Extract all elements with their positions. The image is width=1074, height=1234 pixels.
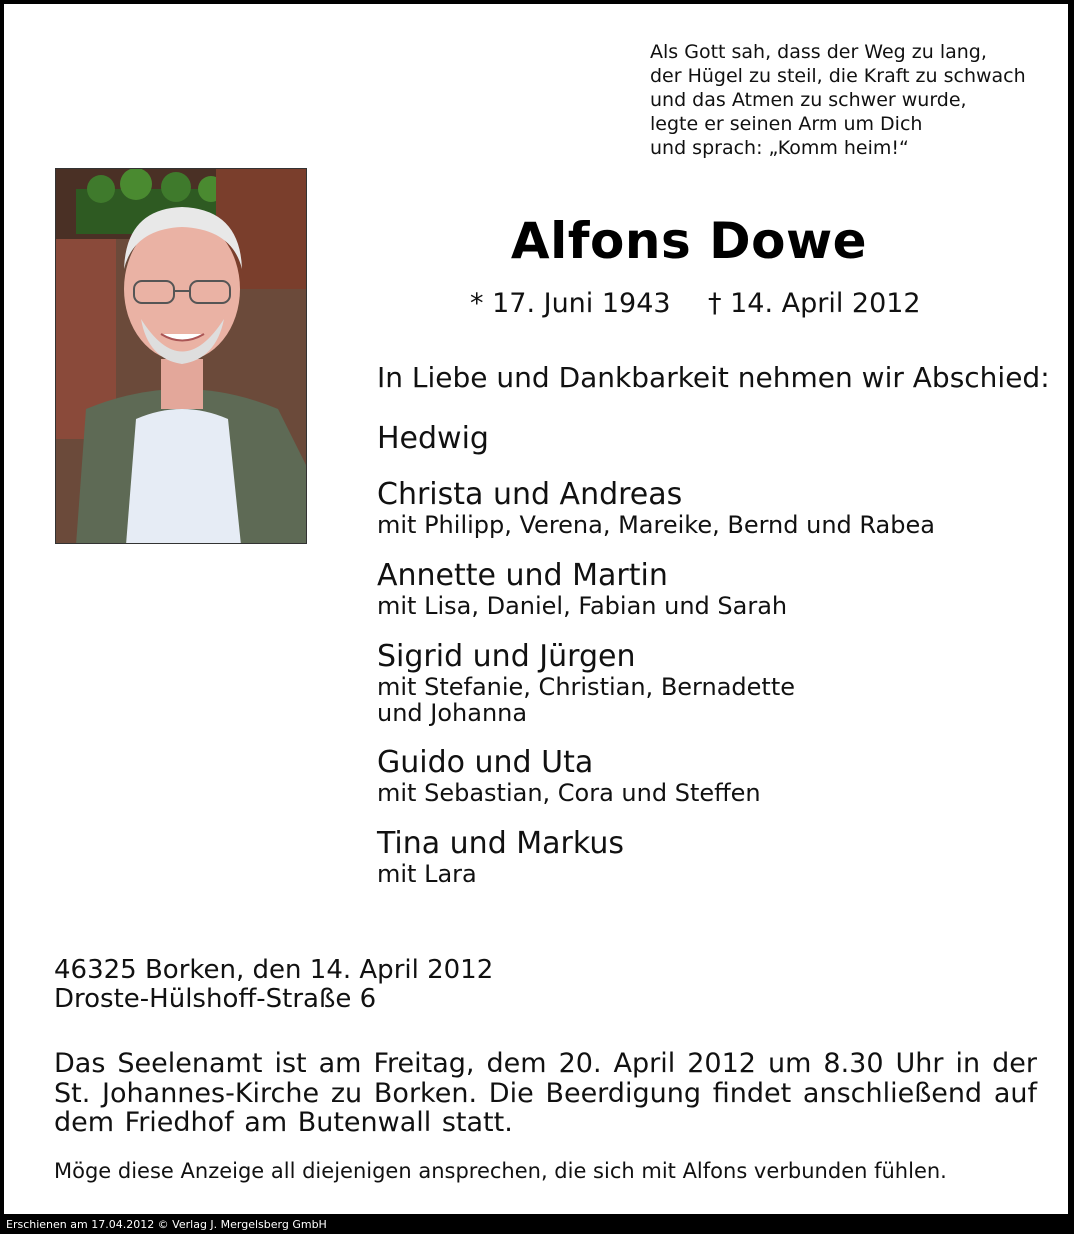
family-entry xyxy=(377,422,1037,456)
portrait-illustration xyxy=(56,169,307,544)
address-block xyxy=(54,956,493,1014)
family-name: Guido und Uta xyxy=(377,745,594,780)
intro-text: In Liebe und Dankbarkeit nehmen wir Abschied: xyxy=(377,361,1050,394)
poem-line: legte er seinen Arm um Dich xyxy=(650,113,923,135)
family-children: und Johanna xyxy=(377,699,528,727)
family-name: Annette und Martin xyxy=(377,558,668,593)
poem xyxy=(650,40,1060,160)
deceased-name: Alfons Dowe xyxy=(510,212,868,270)
poem-line: und sprach: „Komm heim!“ xyxy=(650,137,909,159)
place-date: 46325 Borken, den 14. April 2012 xyxy=(54,955,494,985)
service-info: Das Seelenamt ist am Freitag, dem 20. April 2012 um 8.30 Uhr in der St. Johannes-Kirche zu Borken. Die Beerdigung findet anschließend auf dem Friedhof am Butenwall statt. xyxy=(54,1048,1037,1138)
death-date: † 14. April 2012 xyxy=(708,288,921,319)
closing-note: Möge diese Anzeige all diejenigen ansprechen, die sich mit Alfons verbunden fühlen. xyxy=(54,1159,947,1183)
family-children: mit Sebastian, Cora und Steffen xyxy=(377,779,761,807)
family-entry xyxy=(377,559,1037,619)
poem-line: und das Atmen zu schwer wurde, xyxy=(650,89,967,111)
publisher-footer: Erschienen am 17.04.2012 © Verlag J. Mergelsberg GmbH xyxy=(6,1218,327,1231)
family-entry xyxy=(377,827,1037,887)
family-entry xyxy=(377,478,1037,538)
obituary-sheet xyxy=(4,4,1068,1214)
poem-line: der Hügel zu steil, die Kraft zu schwach xyxy=(650,65,1026,87)
family-name: Tina und Markus xyxy=(377,826,624,861)
family-entry xyxy=(377,640,1037,726)
family-name: Sigrid und Jürgen xyxy=(377,639,636,674)
family-name: Hedwig xyxy=(377,421,489,456)
family-entry xyxy=(377,746,1037,806)
birth-date: * 17. Juni 1943 xyxy=(470,288,671,319)
family-children: mit Philipp, Verena, Mareike, Bernd und Rabea xyxy=(377,511,935,539)
poem-line: Als Gott sah, dass der Weg zu lang, xyxy=(650,41,987,63)
family-children: mit Stefanie, Christian, Bernadette xyxy=(377,673,795,701)
family-children: mit Lara xyxy=(377,860,477,888)
street-address: Droste-Hülshoff-Straße 6 xyxy=(54,984,377,1014)
family-name: Christa und Andreas xyxy=(377,477,683,512)
family-children: mit Lisa, Daniel, Fabian und Sarah xyxy=(377,592,788,620)
portrait-photo xyxy=(55,168,307,544)
